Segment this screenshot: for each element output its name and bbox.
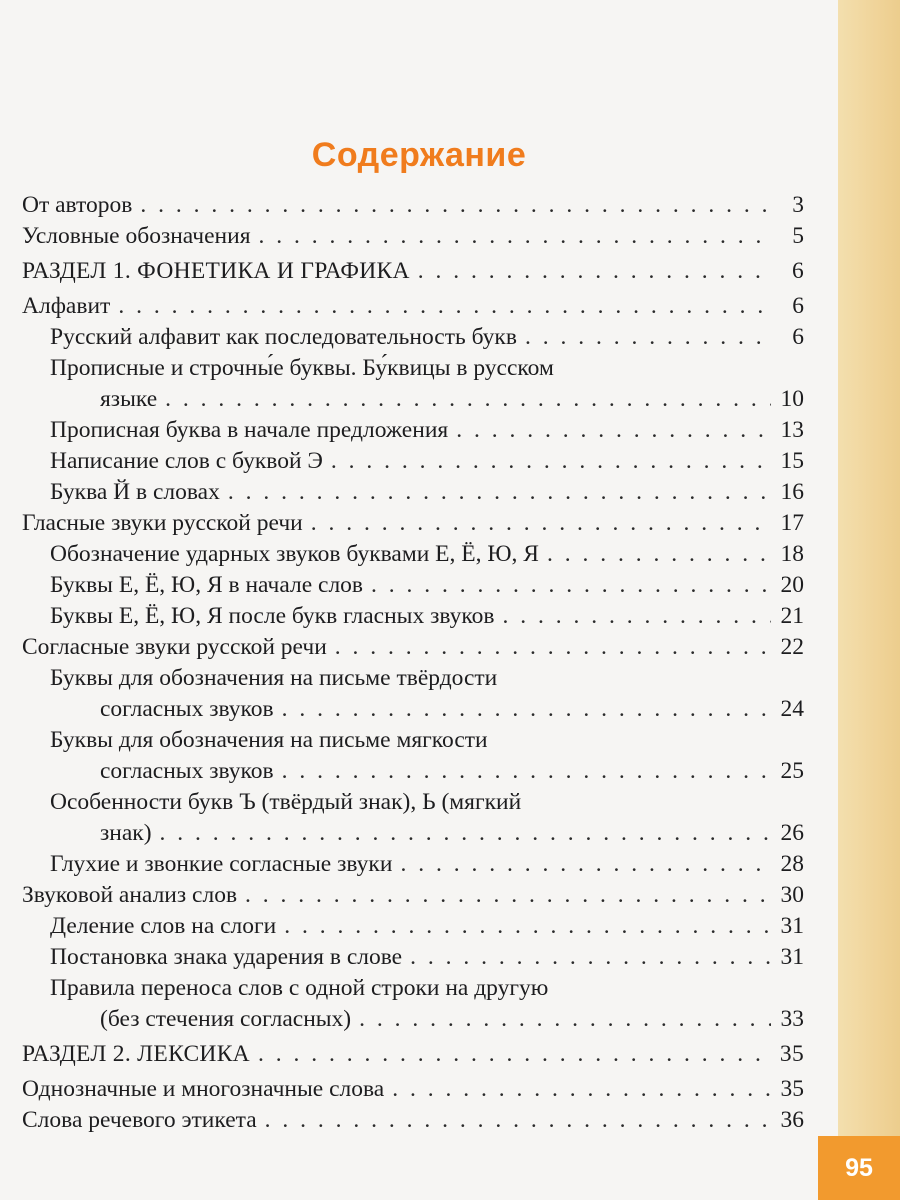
dot-leader: [311, 508, 771, 539]
table-of-contents: [22, 190, 804, 1136]
toc-entry-page: 36: [780, 1107, 804, 1133]
toc-entry-title: Прописные и строчны́е буквы. Бу́квицы в русском: [50, 355, 554, 381]
toc-entry-page: 22: [780, 634, 804, 660]
toc-entry-line: [22, 570, 804, 601]
toc-entry-page: 24: [780, 696, 804, 722]
toc-entry-title: Однозначные и многозначные слова: [22, 1076, 385, 1102]
toc-entry: [22, 787, 804, 849]
dot-leader: [160, 818, 771, 849]
dot-leader: [258, 1039, 770, 1070]
toc-entry-page: 5: [792, 223, 804, 249]
toc-entry-title: согласных звуков: [100, 758, 274, 784]
toc-entry-page: 16: [780, 479, 804, 505]
toc-entry-line: [22, 508, 804, 539]
dot-leader: [265, 1105, 771, 1136]
toc-entry-page: 28: [780, 851, 804, 877]
page-title: Содержание: [311, 136, 527, 174]
dot-leader: [418, 256, 772, 287]
toc-entry: [22, 942, 804, 973]
toc-entry-title: Буквы для обозначения на письме твёрдости: [50, 665, 498, 691]
toc-entry-title: Слова речевого этикета: [22, 1107, 257, 1133]
toc-entry-title: (без стечения согласных): [100, 1006, 352, 1032]
toc-entry-line-wrapped: [22, 663, 804, 694]
dot-leader: [284, 911, 770, 942]
toc-entry-title: Условные обозначения: [22, 223, 251, 249]
toc-entry: [22, 601, 804, 632]
dot-leader: [456, 415, 770, 446]
toc-entry-line: [22, 384, 804, 415]
dot-leader: [245, 880, 770, 911]
toc-entry-title: Правила переноса слов с одной строки на другую: [50, 975, 549, 1001]
toc-entry-page: 31: [780, 944, 804, 970]
toc-entry-title: Постановка знака ударения в слове: [50, 944, 403, 970]
toc-entry-page: 30: [780, 882, 804, 908]
toc-entry: [22, 973, 804, 1035]
toc-entry-page: 15: [780, 448, 804, 474]
dot-leader: [392, 1074, 770, 1105]
toc-entry-title: Согласные звуки русской речи: [22, 634, 327, 660]
toc-entry-line: [22, 694, 804, 725]
toc-entry-line-wrapped: [22, 725, 804, 756]
toc-entry-page: 35: [779, 1041, 804, 1067]
toc-entry: [22, 725, 804, 787]
toc-entry: [22, 539, 804, 570]
toc-entry-title: Обозначение ударных звуков буквами Е, Ё, Ю, Я: [50, 541, 539, 567]
toc-entry-page: 33: [780, 1006, 804, 1032]
toc-entry-line-wrapped: [22, 973, 804, 1004]
page-number: 95: [818, 1136, 900, 1200]
dot-leader: [282, 694, 771, 725]
toc-entry-line: [22, 1074, 804, 1105]
toc-entry-line: [22, 256, 804, 287]
toc-entry: [22, 849, 804, 880]
toc-entry: [22, 221, 804, 252]
toc-entry: [22, 256, 804, 287]
toc-entry-page: 3: [792, 192, 804, 218]
toc-entry: [22, 632, 804, 663]
dot-leader: [140, 190, 772, 221]
toc-entry-page: 20: [780, 572, 804, 598]
toc-entry: [22, 322, 804, 353]
dot-leader: [259, 221, 772, 252]
toc-entry-page: 6: [792, 324, 804, 350]
toc-entry-line: [22, 756, 804, 787]
toc-entry-page: 31: [780, 913, 804, 939]
toc-entry: [22, 880, 804, 911]
toc-entry: [22, 190, 804, 221]
toc-entry: [22, 446, 804, 477]
toc-entry-line: [22, 632, 804, 663]
dot-leader: [335, 632, 771, 663]
dot-leader: [228, 477, 771, 508]
dot-leader: [547, 539, 771, 570]
toc-entry-title: Глухие и звонкие согласные звуки: [50, 851, 393, 877]
toc-entry-page: 6: [791, 258, 804, 284]
toc-entry: [22, 663, 804, 725]
toc-entry-title: РАЗДЕЛ 1. ФОНЕТИКА И ГРАФИКА: [22, 258, 410, 284]
toc-entry-line: [22, 415, 804, 446]
toc-entry-title: Буквы Е, Ё, Ю, Я в начале слов: [50, 572, 364, 598]
toc-entry: [22, 911, 804, 942]
dot-leader: [118, 291, 772, 322]
toc-entry-page: 25: [780, 758, 804, 784]
toc-entry-title: Прописная буква в начале предложения: [50, 417, 449, 443]
toc-entry-page: 21: [780, 603, 804, 629]
toc-entry-title: Буквы Е, Ё, Ю, Я после букв гласных звуков: [50, 603, 495, 629]
toc-entry-page: 35: [780, 1076, 804, 1102]
dot-leader: [359, 1004, 770, 1035]
toc-entry: [22, 291, 804, 322]
dot-leader: [400, 849, 770, 880]
toc-entry-line: [22, 1004, 804, 1035]
toc-entry: [22, 477, 804, 508]
toc-entry-title: Написание слов с буквой Э: [50, 448, 323, 474]
toc-entry-line: [22, 322, 804, 353]
toc-entry-line: [22, 221, 804, 252]
dot-leader: [165, 384, 770, 415]
toc-entry-line: [22, 942, 804, 973]
dot-leader: [282, 756, 771, 787]
toc-entry-line: [22, 291, 804, 322]
toc-entry: [22, 570, 804, 601]
toc-entry-line-wrapped: [22, 787, 804, 818]
dot-leader: [371, 570, 770, 601]
toc-entry-line: [22, 911, 804, 942]
toc-entry-line: [22, 1039, 804, 1070]
toc-entry-title: согласных звуков: [100, 696, 274, 722]
toc-entry-title: Гласные звуки русской речи: [22, 510, 303, 536]
toc-entry-title: РАЗДЕЛ 2. ЛЕКСИКА: [22, 1041, 250, 1067]
toc-entry-line: [22, 1105, 804, 1136]
toc-entry-line: [22, 818, 804, 849]
toc-entry-line: [22, 477, 804, 508]
toc-entry-line: [22, 880, 804, 911]
toc-entry-line: [22, 539, 804, 570]
toc-entry: [22, 1039, 804, 1070]
dot-leader: [410, 942, 770, 973]
toc-entry-line: [22, 601, 804, 632]
toc-entry-title: Буквы для обозначения на письме мягкости: [50, 727, 488, 753]
toc-entry-page: 17: [780, 510, 804, 536]
toc-entry-title: языке: [100, 386, 158, 412]
dot-leader: [331, 446, 771, 477]
toc-entry-title: знак): [100, 820, 152, 846]
dot-leader: [503, 601, 771, 632]
toc-entry: [22, 508, 804, 539]
toc-entry: [22, 1105, 804, 1136]
toc-entry-title: Алфавит: [22, 293, 111, 319]
toc-entry-line: [22, 446, 804, 477]
dot-leader: [525, 322, 772, 353]
toc-entry-title: Буква Й в словах: [50, 479, 220, 505]
toc-entry-line: [22, 849, 804, 880]
toc-entry: [22, 415, 804, 446]
page-edge-stripe: [838, 0, 900, 1200]
toc-entry-title: Особенности букв Ъ (твёрдый знак), Ь (мягкий: [50, 789, 522, 815]
toc-entry-page: 10: [780, 386, 804, 412]
toc-entry-line: [22, 190, 804, 221]
toc-entry-page: 13: [780, 417, 804, 443]
toc-entry-page: 18: [780, 541, 804, 567]
toc-entry-page: 6: [792, 293, 804, 319]
toc-entry-title: От авторов: [22, 192, 133, 218]
toc-entry-title: Деление слов на слоги: [50, 913, 277, 939]
toc-entry: [22, 353, 804, 415]
toc-entry-line-wrapped: [22, 353, 804, 384]
toc-entry-page: 26: [780, 820, 804, 846]
toc-entry: [22, 1074, 804, 1105]
toc-entry-title: Звуковой анализ слов: [22, 882, 238, 908]
toc-entry-title: Русский алфавит как последовательность букв: [50, 324, 517, 350]
